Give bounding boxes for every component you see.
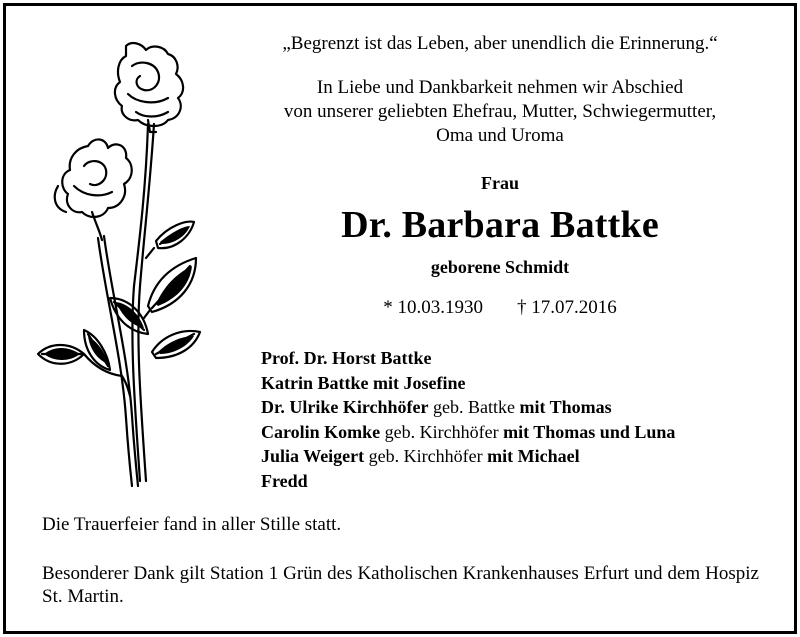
deceased-name: Dr. Barbara Battke xyxy=(341,204,659,246)
intro-text xyxy=(240,76,760,148)
thanks-note: Besonderer Dank gilt Station 1 Grün des Katholischen Krankenhauses Erfurt und dem Hospiz St. Martin. xyxy=(42,563,759,607)
mourner-name: Katrin Battke mit Josefine xyxy=(261,372,466,393)
mourner-name: mit Thomas und Luna xyxy=(503,421,676,442)
mourner-name: Fredd xyxy=(261,470,308,491)
mourner-note: geb. Kirchhöfer xyxy=(380,421,504,442)
death-date: † 17.07.2016 xyxy=(517,297,617,318)
mourner-name: mit Thomas xyxy=(519,397,612,417)
rose-illustration-icon xyxy=(36,36,206,496)
intro-line: Oma und Uroma xyxy=(436,125,564,146)
mourners-list xyxy=(261,346,675,493)
intro-line: von unserer geliebten Ehefrau, Mutter, Schwiegermutter, xyxy=(283,101,717,122)
salutation: Frau xyxy=(481,173,519,193)
mourner-line xyxy=(261,420,675,445)
mourner-name: Carolin Komke xyxy=(261,421,381,442)
mourner-note: geb. Battke xyxy=(428,397,520,417)
mourner-line xyxy=(261,346,675,371)
mourner-line xyxy=(261,469,675,494)
mourner-name: Dr. Ulrike Kirchhöfer xyxy=(261,397,429,417)
birth-date: * 10.03.1930 xyxy=(383,297,483,318)
maiden-name: geborene Schmidt xyxy=(430,257,570,277)
life-dates xyxy=(240,297,760,319)
mourner-line xyxy=(261,444,675,469)
funeral-note: Die Trauerfeier fand in aller Stille statt. xyxy=(42,514,342,535)
mourner-note: geb. Kirchhöfer xyxy=(364,446,488,466)
mourner-name: mit Michael xyxy=(487,446,580,466)
mourner-name: Julia Weigert xyxy=(261,446,365,466)
mourner-line xyxy=(261,371,675,396)
intro-line: In Liebe und Dankbarkeit nehmen wir Abschied xyxy=(316,77,684,98)
memorial-quote: „Begrenzt ist das Leben, aber unendlich die Erinnerung.“ xyxy=(282,33,718,54)
mourner-name: Prof. Dr. Horst Battke xyxy=(261,348,432,368)
mourner-line xyxy=(261,395,675,420)
